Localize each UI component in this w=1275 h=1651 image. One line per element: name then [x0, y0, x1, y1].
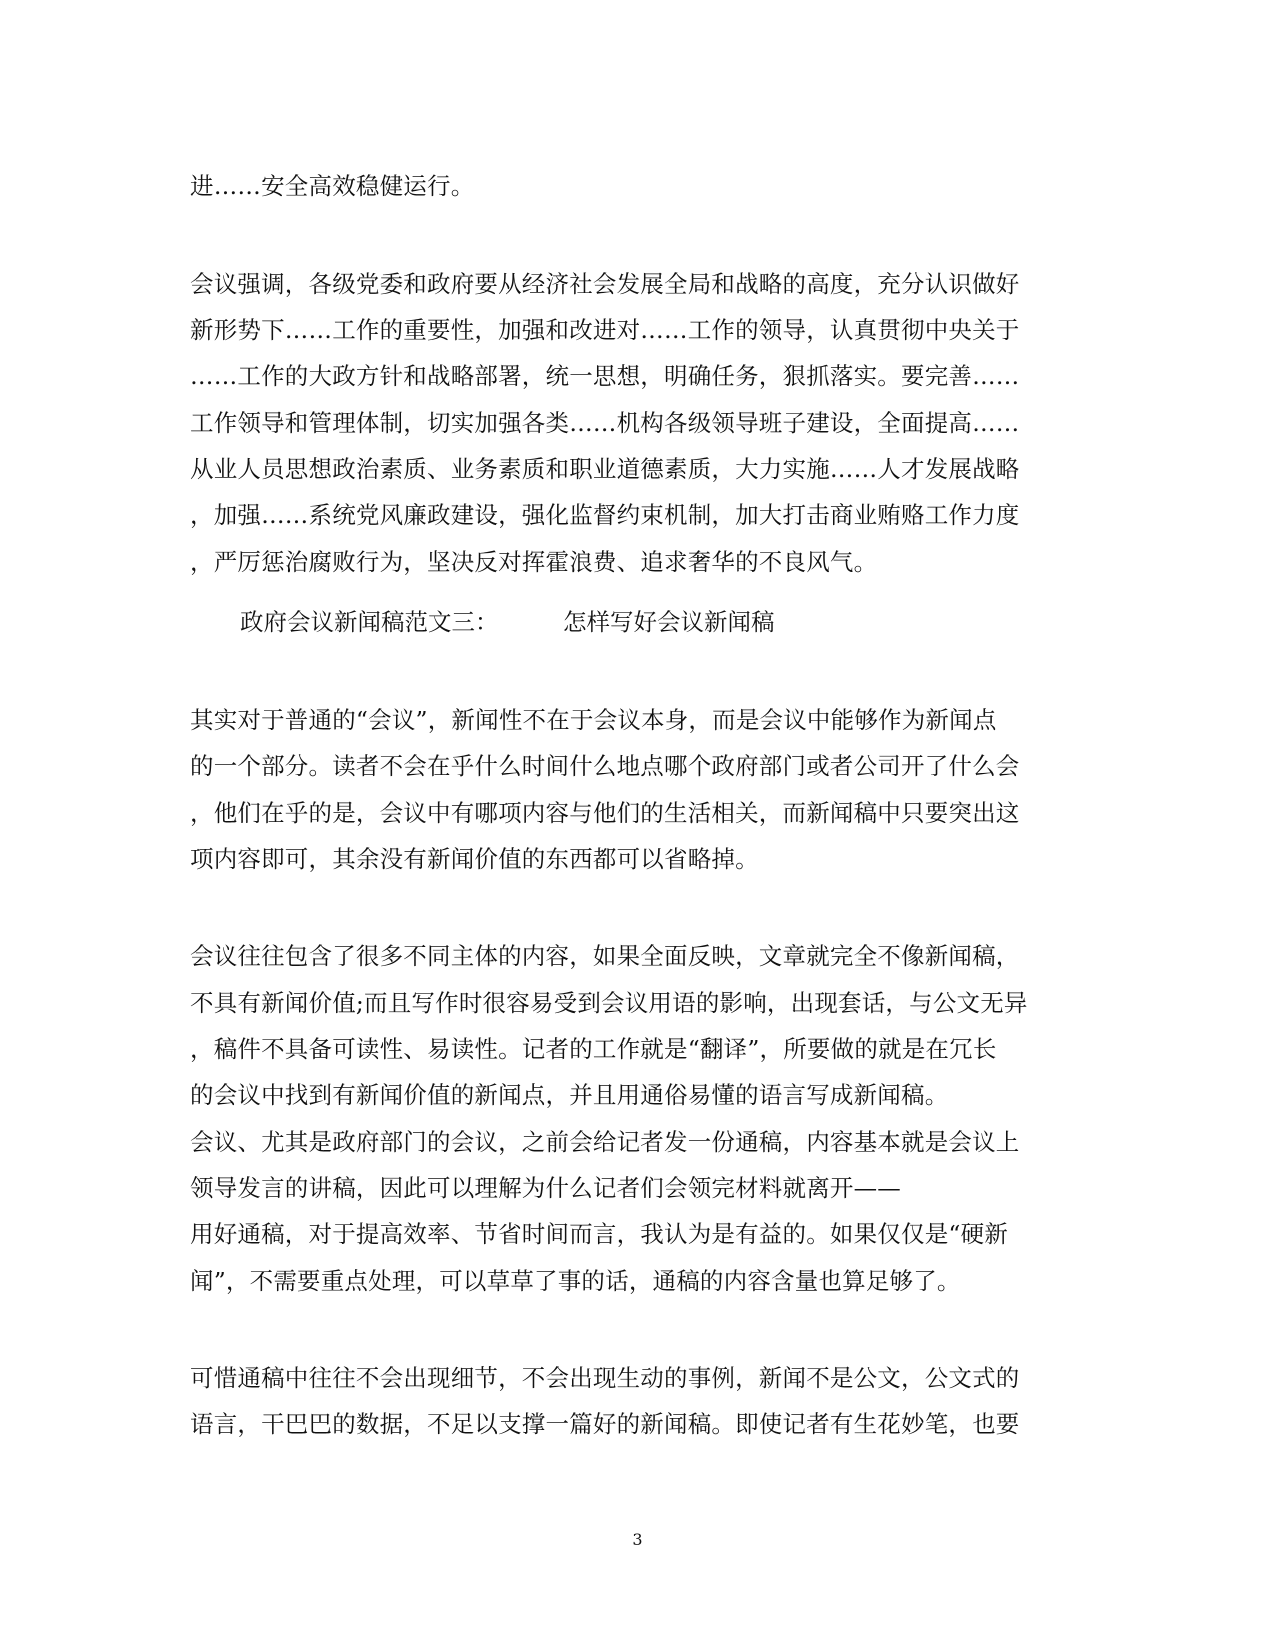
page-number: 3 [632, 1530, 643, 1549]
text-line: 进……安全高效稳健运行。 [190, 172, 475, 200]
text-line: ，稿件不具备可读性、易读性。记者的工作就是“翻译”，所要做的就是在冗长 [190, 1035, 997, 1063]
text-line: 项内容即可，其余没有新闻价值的东西都可以省略掉。 [190, 845, 759, 873]
text-line: 领导发言的讲稿，因此可以理解为什么记者们会领完材料就离开—— [190, 1174, 901, 1202]
text-line: ，严厉惩治腐败行为，坚决反对挥霍浪费、追求奢华的不良风气。 [190, 548, 878, 576]
text-line: 工作领导和管理体制，切实加强各类……机构各级领导班子建设，全面提高…… [190, 409, 1020, 437]
text-line: 的一个部分。读者不会在乎什么时间什么地点哪个政府部门或者公司开了什么会 [190, 752, 1020, 780]
text-line: 会议往往包含了很多不同主体的内容，如果全面反映，文章就完全不像新闻稿， [190, 942, 1020, 970]
text-line: 语言，干巴巴的数据，不足以支撑一篇好的新闻稿。即使记者有生花妙笔，也要 [190, 1410, 1020, 1438]
text-line: 的会议中找到有新闻价值的新闻点，并且用通俗易懂的语言写成新闻稿。 [190, 1081, 949, 1109]
text-line: 不具有新闻价值;而且写作时很容易受到会议用语的影响，出现套话，与公文无异 [190, 989, 1028, 1017]
text-line: 其实对于普通的“会议”，新闻性不在于会议本身，而是会议中能够作为新闻点 [190, 706, 997, 734]
text-line: 用好通稿，对于提高效率、节省时间而言，我认为是有益的。如果仅仅是“硬新 [190, 1220, 1009, 1248]
text-line: ，加强……系统党风廉政建设，强化监督约束机制，加大打击商业贿赂工作力度 [190, 501, 1020, 529]
text-line: 从业人员思想政治素质、业务素质和职业道德素质，大力实施……人才发展战略 [190, 455, 1020, 483]
text-line: ……工作的大政方针和战略部署，统一思想，明确任务，狠抓落实。要完善…… [190, 362, 1020, 390]
text-line: 可惜通稿中往往不会出现细节，不会出现生动的事例，新闻不是公文，公文式的 [190, 1364, 1020, 1392]
text-line: 会议强调，各级党委和政府要从经济社会发展全局和战略的高度，充分认识做好 [190, 270, 1020, 298]
text-line: 闻”，不需要重点处理，可以草草了事的话，通稿的内容含量也算足够了。 [190, 1267, 961, 1295]
text-line: 新形势下……工作的重要性，加强和改进对……工作的领导，认真贯彻中央关于 [190, 316, 1020, 344]
text-line: 会议、尤其是政府部门的会议，之前会给记者发一份通稿，内容基本就是会议上 [190, 1128, 1020, 1156]
text-line: ，他们在乎的是，会议中有哪项内容与他们的生活相关，而新闻稿中只要突出这 [190, 799, 1020, 827]
section-heading-label: 政府会议新闻稿范文三： [240, 608, 499, 636]
section-heading-title: 怎样写好会议新闻稿 [563, 608, 775, 636]
